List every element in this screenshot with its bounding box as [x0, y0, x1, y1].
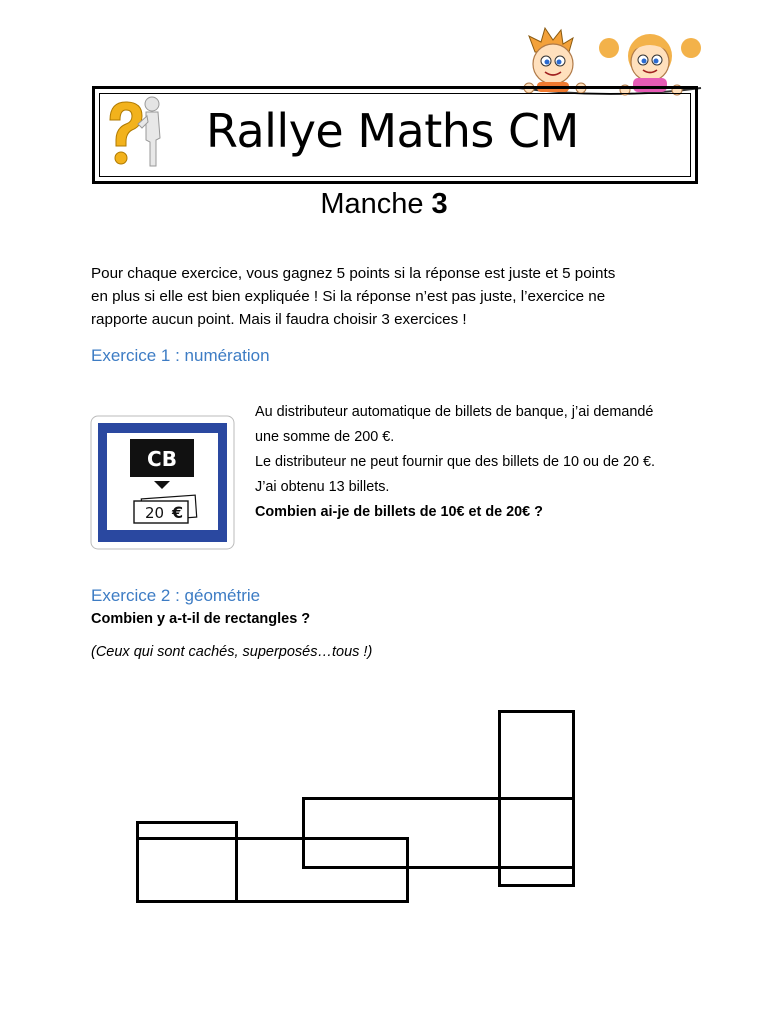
- atm-sign-image: [90, 415, 236, 551]
- exercise-1-line: J’ai obtenu 13 billets.: [255, 479, 390, 495]
- rectangle-shape: [302, 797, 575, 869]
- boy-figure: [524, 28, 586, 93]
- exercise-1-question: Combien ai-je de billets de 10€ et de 20€ ?: [255, 504, 543, 520]
- page-title: Rallye Maths CM: [206, 104, 579, 158]
- intro-paragraph: [91, 262, 691, 331]
- banknote-value: 20: [145, 504, 165, 522]
- exercise-1-heading: Exercice 1 : numération: [91, 346, 270, 365]
- card-label: CB: [147, 447, 177, 471]
- round-label: Manche: [320, 188, 424, 220]
- rectangle-shape: [136, 821, 238, 903]
- intro-line: en plus si elle est bien expliquée ! Si la réponse n’est pas juste, l’exercice ne: [91, 288, 606, 305]
- rectangle-shape: [498, 710, 575, 887]
- intro-line: Pour chaque exercice, vous gagnez 5 points si la réponse est juste et 5 points: [91, 265, 616, 282]
- rectangle-shape: [235, 837, 238, 903]
- rectangle-shape: [136, 837, 409, 903]
- exercise-1-line: Au distributeur automatique de billets de banque, j’ai demandé: [255, 404, 654, 420]
- exercise-1-line: une somme de 200 €.: [255, 429, 395, 445]
- round-title: [200, 188, 568, 221]
- intro-line: rapporte aucun point. Mais il faudra choisir 3 exercices !: [91, 311, 467, 328]
- rectangle-shape: [498, 866, 575, 869]
- question-mark-figure-icon: [100, 94, 174, 174]
- exercise-2-question: Combien y a-t-il de rectangles ?: [91, 611, 311, 627]
- exercise-1-text: [255, 400, 705, 525]
- exercise-2-note: (Ceux qui sont cachés, superposés…tous !): [91, 644, 373, 660]
- exercise-1-line: Le distributeur ne peut fournir que des billets de 10 ou de 20 €.: [255, 454, 656, 470]
- banknote-currency: €: [172, 503, 184, 522]
- exercise-2-heading: Exercice 2 : géométrie: [91, 586, 261, 605]
- round-number: 3: [431, 188, 448, 220]
